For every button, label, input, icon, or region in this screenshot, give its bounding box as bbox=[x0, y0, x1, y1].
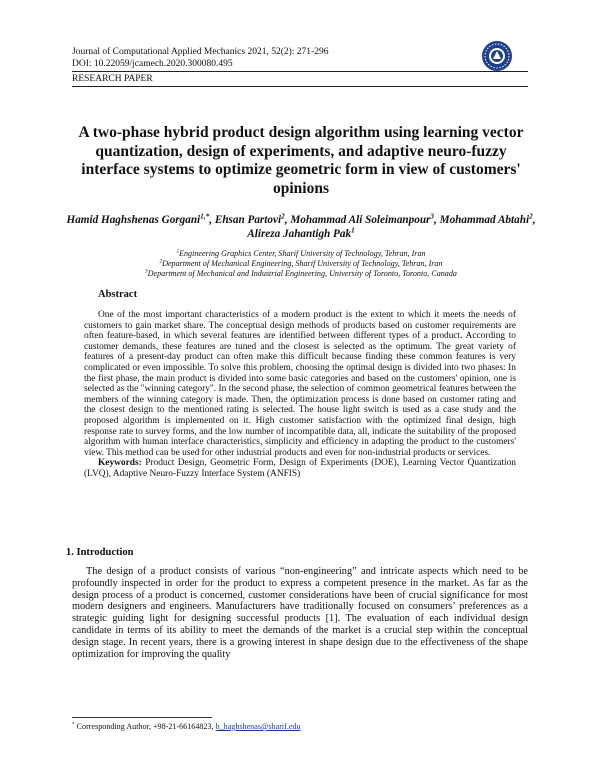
author: Mohammad Abtahi$^2$, bbox=[439, 212, 536, 226]
email-link[interactable]: h_haghshenas@sharif.edu bbox=[215, 722, 301, 731]
author-list bbox=[66, 213, 536, 241]
journal-header bbox=[72, 46, 328, 70]
affiliation: $^3$Department of Mechanical and Industrial Engineering, University of Toronto, Toronto, Canada bbox=[145, 268, 457, 278]
author: Mohammad Ali Soleimanpour$^3$, bbox=[290, 212, 440, 226]
abstract-heading: Abstract bbox=[98, 289, 138, 300]
affiliation-list bbox=[66, 249, 536, 279]
author: Ehsan Partovi$^2$, bbox=[214, 212, 291, 226]
affiliation: $^2$Department of Mechanical Engineering, Sharif University of Technology, Tehran, Iran bbox=[159, 258, 443, 268]
footnote-divider bbox=[72, 717, 212, 718]
journal-citation: Journal of Computational Applied Mechanics 2021, 52(2): 271-296 bbox=[72, 47, 329, 57]
affiliation: $^1$Engineering Graphics Center, Sharif University of Technology, Tehran, Iran bbox=[176, 248, 426, 258]
author: Alireza Jahantigh Pak$^1$ bbox=[247, 226, 355, 240]
author: Hamid Haghshenas Gorgani$^{1,*}$, bbox=[66, 212, 215, 226]
introduction-text: The design of a product consists of various “non-engineering” and intricate aspects which need to be profoundly inspected in order for the product to express a competent presence in the market. As far as the design process of a product is concerned, customer considerations have been of crucial significance for most modern designers and engineers. Manufacturers have traditionally focused on consumers’ preferences as a strategic guiding light for designing successful products [1]. The evaluation of each individual design candidate in terms of its ability to meet the demands of the market is a crucial step within the conceptual design stage. In recent years, there is a growing interest in shape design due to the effectiveness of the shape optimization for improving the quality bbox=[72, 566, 528, 660]
keywords: Keywords: Product Design, Geometric Form, Design of Experiments (DOE), Learning Vector Quantization (LVQ), Adaptive Neuro-Fuzzy Interface System (ANFIS) bbox=[84, 458, 516, 479]
section-heading-introduction: 1. Introduction bbox=[66, 547, 134, 558]
paper-type-banner: RESEARCH PAPER bbox=[72, 71, 528, 87]
footnote: * Corresponding Author, +98-21-66164823, h_haghshenas@sharif.edu bbox=[72, 721, 301, 731]
abstract-text: One of the most important characteristics of a modern product is the extent to which it meets the needs of customers to gain market share. The conceptual design methods of products based on customer requirements are often feature-based, in which several features are identified between different types of a product. According to customer demands, these features are tuned and the closest is selected as the optimum. The great variety of features of a present-day product can often make this difficult because finding these common features is very complicated or even impossible. To solve this problem, choosing the optimal design is divided into two phases: In the first phase, the main product is divided into some basic categories and based on the customers' opinion, one is selected as the "winning category". In the second phase, the selection of common geometrical features between the members of the winning category is made. Then, the optimization process is done based on customer rating and the closest design to the mentioned rating is selected. The house light switch is used as a case study and the proposed algorithm is implemented on it. High customer satisfaction with the optimized final design, high response rate to survey forms, and the low number of incompatible data, all, indicate the suitability of the proposed algorithm with human interface characteristics, simplicity and efficiency in adapting the product to the customers' view. This method can be used for other industrial products and even for non-industrial products or services. bbox=[84, 310, 516, 458]
paper-title: A two-phase hybrid product design algorithm using learning vector quantization, design of experiments, and adaptive neuro-fuzzy interface systems to optimize geometric form in view of customers' opinions bbox=[78, 124, 524, 197]
university-logo-icon bbox=[481, 40, 513, 72]
introduction-body bbox=[72, 566, 528, 660]
doi-line: DOI: 10.22059/jcamech.2020.300080.495 bbox=[72, 59, 233, 69]
abstract-body bbox=[84, 310, 516, 480]
